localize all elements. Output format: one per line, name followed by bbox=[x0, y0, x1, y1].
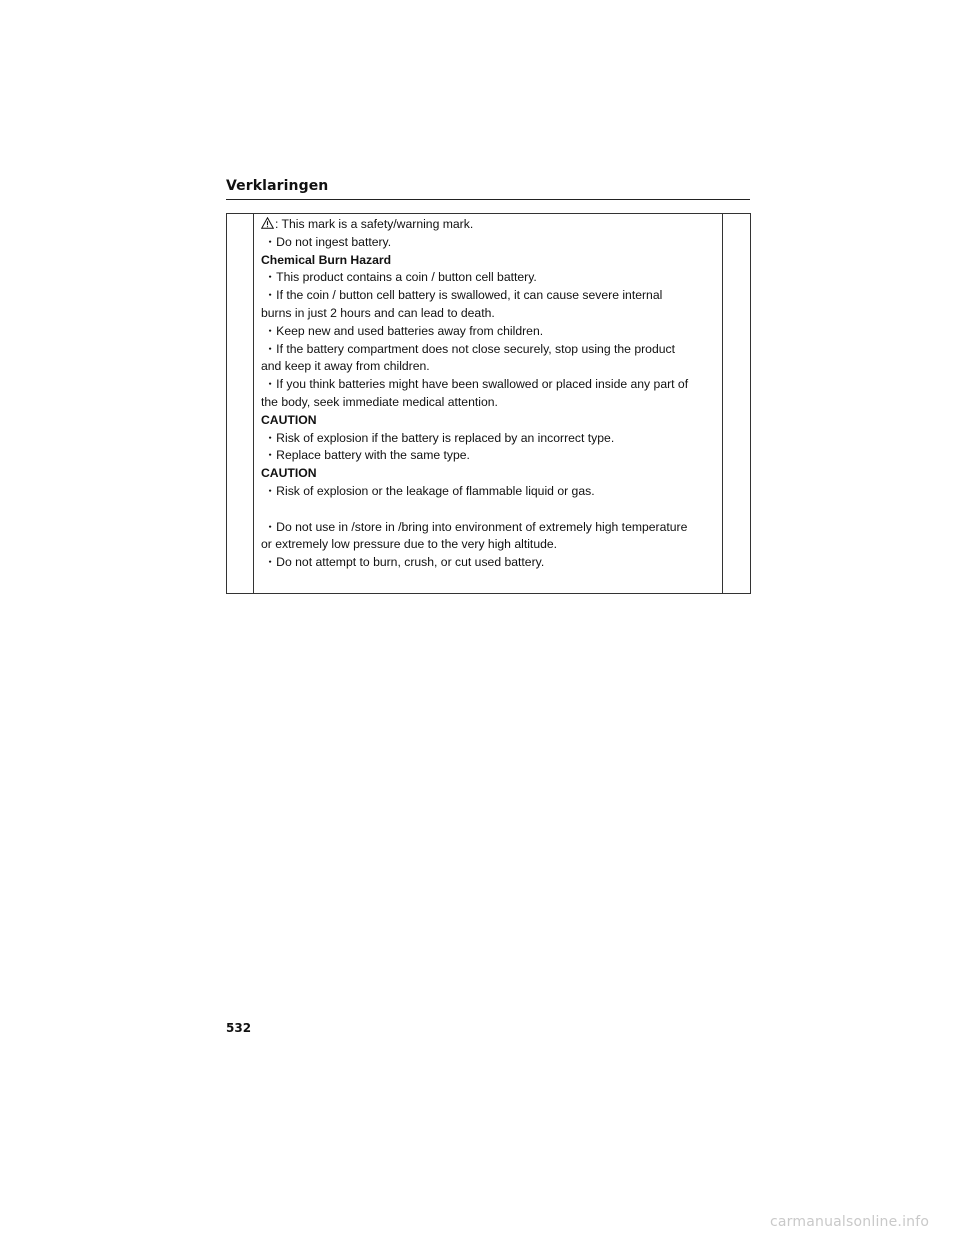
safety-mark-text: : This mark is a safety/warning mark. bbox=[275, 217, 474, 231]
warning-triangle-icon bbox=[261, 217, 274, 229]
notice-line: ・Do not use in /store in /bring into environment of extremely high temperature bbox=[264, 519, 688, 534]
safety-mark-line bbox=[261, 216, 716, 234]
notice-line: ・Risk of explosion if the battery is replaced by an incorrect type. bbox=[264, 430, 615, 445]
notice-heading: Chemical Burn Hazard bbox=[261, 252, 392, 267]
notice-line: the body, seek immediate medical attention. bbox=[261, 394, 498, 409]
notice-line: burns in just 2 hours and can lead to death. bbox=[261, 305, 495, 320]
notice-line: ・Replace battery with the same type. bbox=[264, 448, 470, 463]
notice-lines bbox=[261, 234, 716, 572]
notice-line: ・If you think batteries might have been swallowed or placed inside any part of bbox=[264, 377, 689, 392]
notice-line: ・If the coin / button cell battery is swallowed, it can cause severe internal bbox=[264, 288, 663, 303]
notice-table-right-column-rule bbox=[722, 213, 723, 594]
notice-line: ・This product contains a coin / button cell battery. bbox=[264, 270, 537, 285]
notice-line: ・Risk of explosion or the leakage of flammable liquid or gas. bbox=[264, 483, 595, 498]
notice-line: and keep it away from children. bbox=[261, 359, 430, 374]
section-title: Verklaringen bbox=[226, 178, 329, 194]
title-divider bbox=[226, 199, 750, 200]
notice-heading: CAUTION bbox=[261, 466, 317, 481]
watermark: carmanualsonline.info bbox=[770, 1214, 930, 1230]
page-number: 532 bbox=[226, 1021, 252, 1035]
notice-heading: CAUTION bbox=[261, 412, 317, 427]
notice-table-left-column-rule bbox=[253, 213, 254, 594]
notice-line: ・Keep new and used batteries away from children. bbox=[264, 323, 544, 338]
notice-line: ・Do not ingest battery. bbox=[264, 234, 392, 249]
notice-line: ・If the battery compartment does not close securely, stop using the product bbox=[264, 341, 675, 356]
notice-line: or extremely low pressure due to the very high altitude. bbox=[261, 537, 558, 552]
notice-line: ・Do not attempt to burn, crush, or cut used battery. bbox=[264, 555, 545, 570]
notice-content bbox=[261, 216, 716, 572]
notice-spacer bbox=[261, 501, 716, 519]
